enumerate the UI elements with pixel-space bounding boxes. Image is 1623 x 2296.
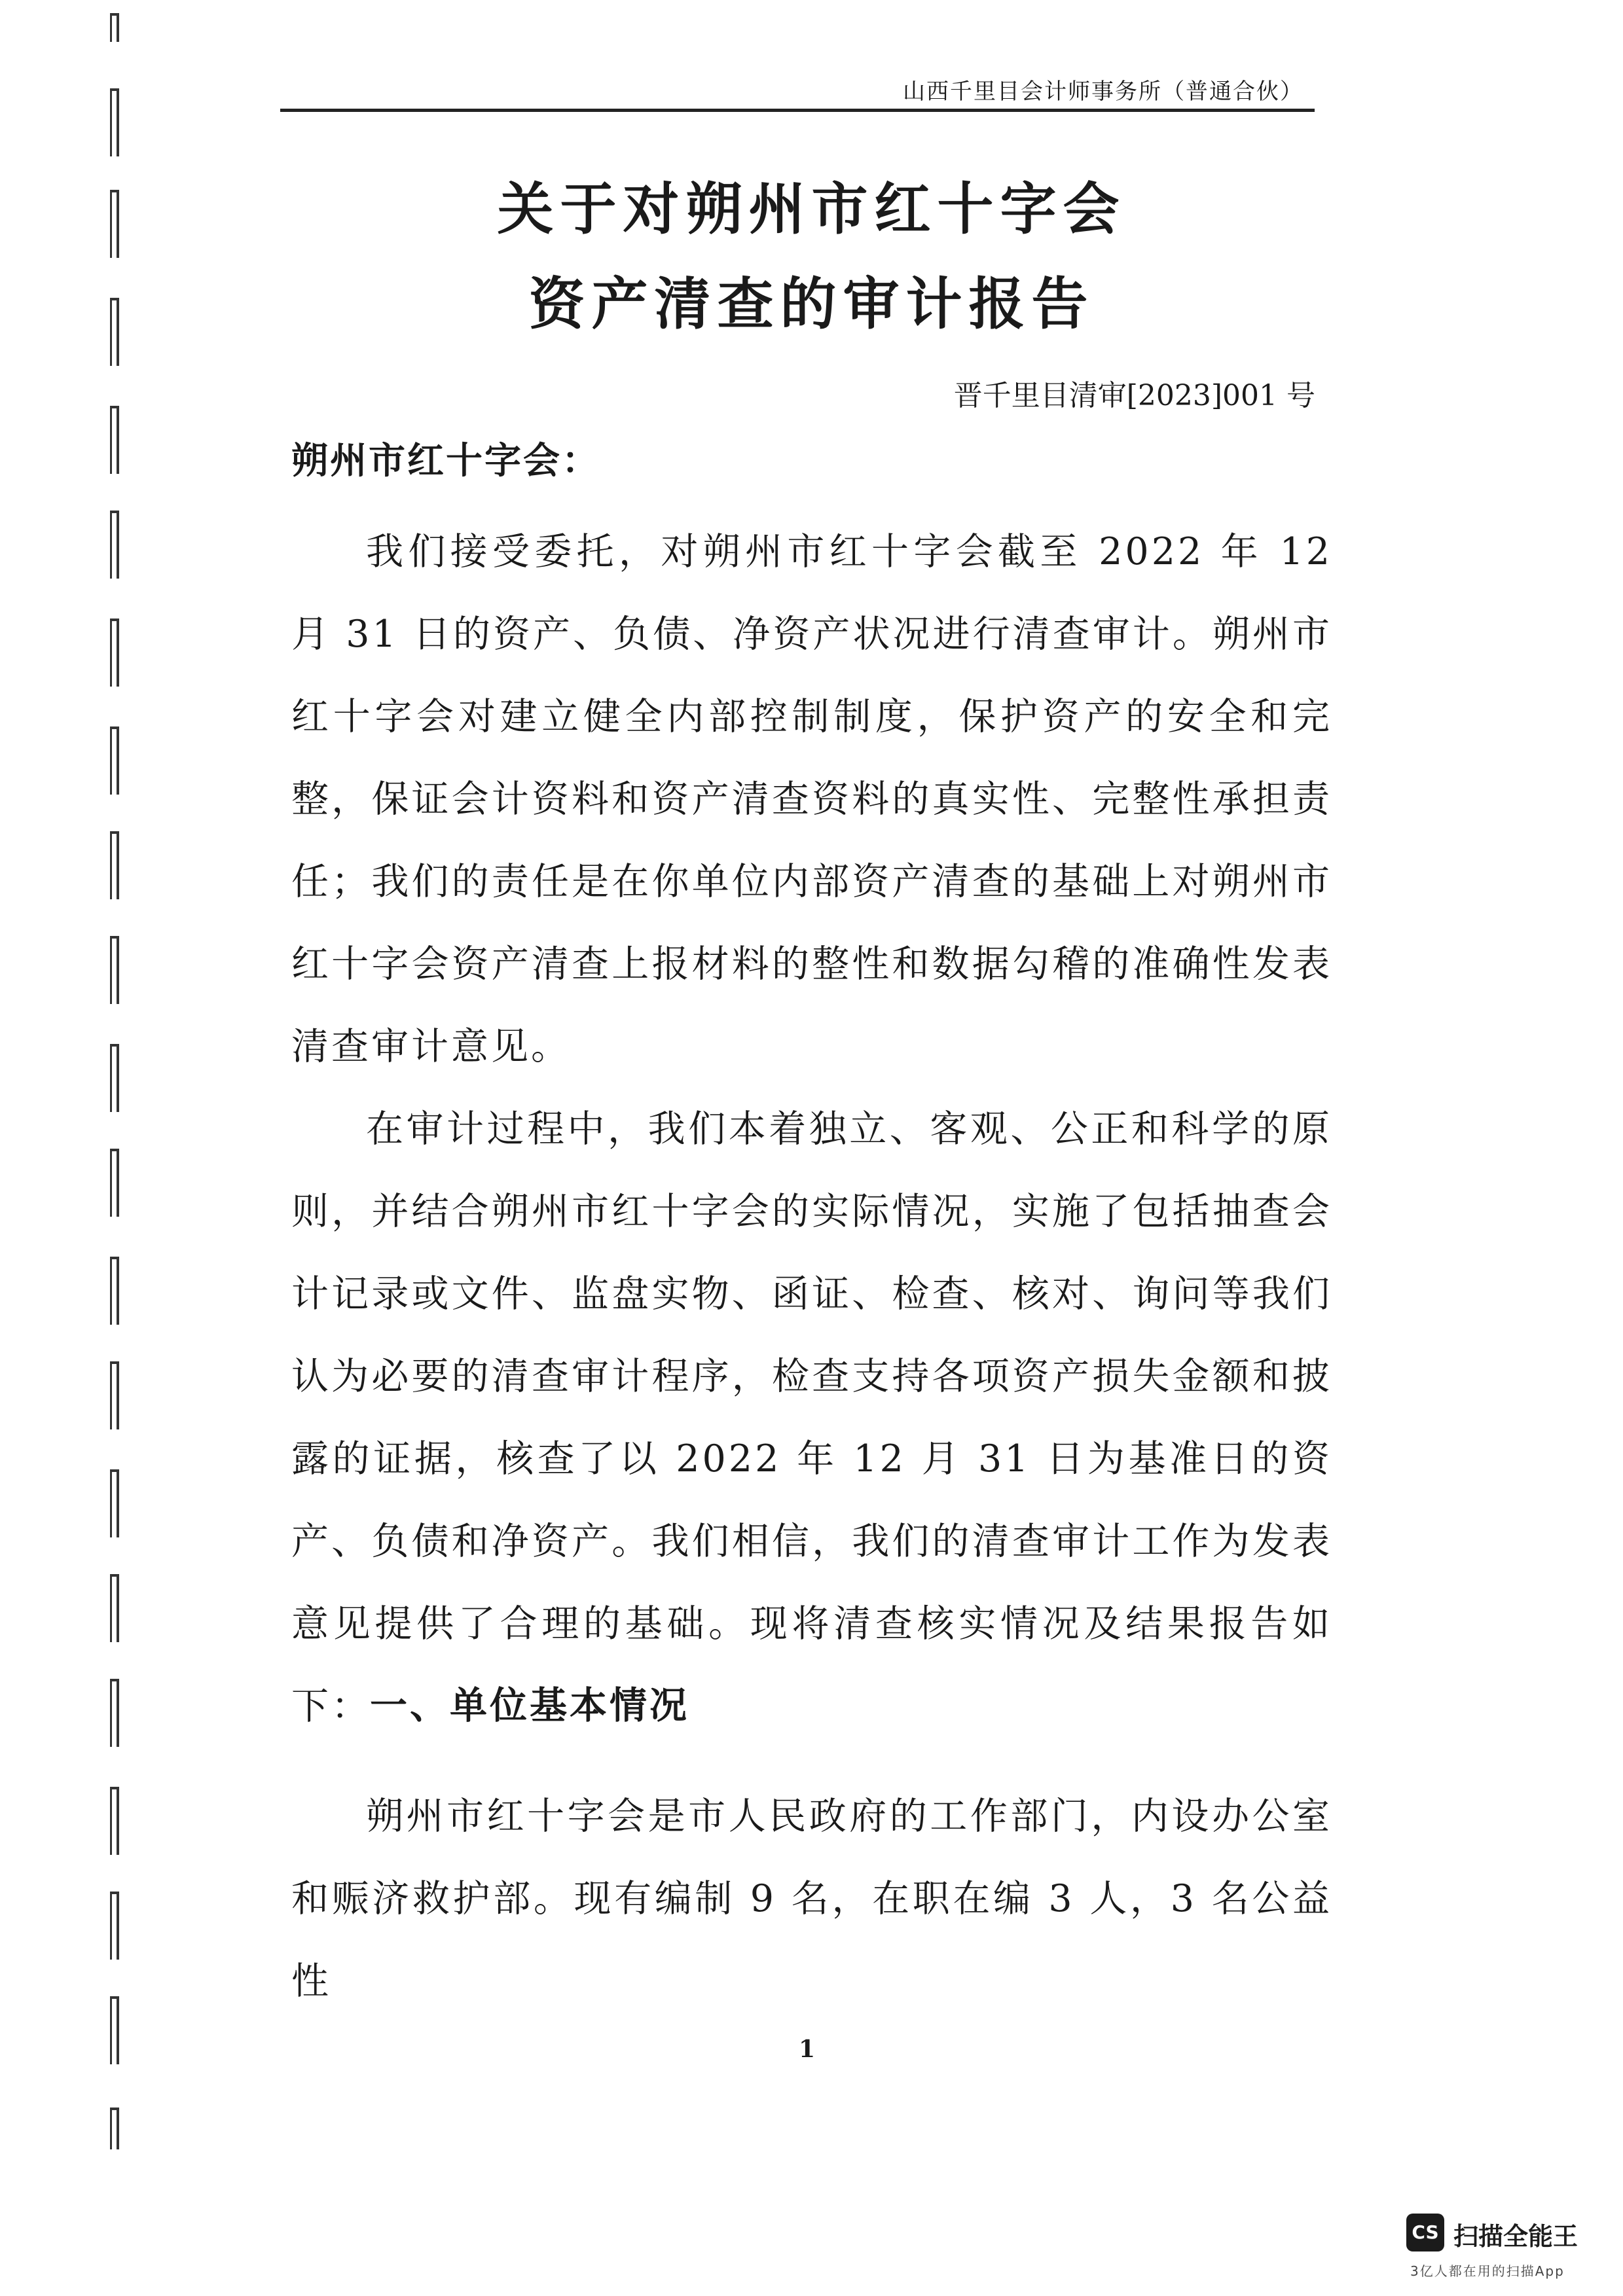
paragraph-1: 我们接受委托，对朔州市红十字会截至 2022 年 12 月 31 日的资产、负债、净资产状况进行清查审计。朔州市红十字会对建立健全内部控制制度，保护资产的安全和完整，保证会计资料和资产清查资料的真实性、完整性承担责任；我们的责任是在你单位内部资产清查的基础上对朔州市红十字会资产清查上报材料的整性和数据勾稽的准确性发表清查审计意见。	[291, 530, 1332, 1068]
salutation: 朔州市红十字会：	[291, 439, 600, 482]
watermark-app-name: 扫描全能王	[1453, 2222, 1578, 2251]
paragraph-2: 在审计过程中，我们本着独立、客观、公正和科学的原则，并结合朔州市红十字会的实际情况，实施了包括抽查会计记录或文件、监盘实物、函证、检查、核对、询问等我们认为必要的清查审计程序，检查支持各项资产损失金额和披露的证据，核查了以 2022 年 12 月 31 日为基准日的资产、负债和净资产。我们相信，我们的清查审计工作为发表意见提供了合理的基础。现将清查核实情况及结果报告如下：	[291, 1107, 1332, 1728]
camscanner-logo-icon: CS	[1406, 2214, 1444, 2251]
binding-clips	[98, 0, 137, 2296]
firm-name: 山西千里目会计师事务所（普通合伙）	[903, 79, 1304, 105]
document-title-line1: 关于对朔州市红十字会	[497, 176, 1126, 242]
paragraph-2-block	[291, 1088, 1332, 1748]
scanner-watermark	[1406, 2212, 1577, 2284]
paragraph-3-block	[291, 1775, 1332, 2022]
section-heading: 一、单位基本情况	[370, 1683, 689, 1727]
document-title-line2: 资产清查的审计报告	[528, 271, 1095, 337]
header-divider	[280, 109, 1315, 112]
page-number: 1	[799, 2036, 816, 2063]
paragraph-1-block	[291, 511, 1332, 1088]
document-number: 晋千里目清审[2023]001 号	[953, 379, 1315, 412]
paragraph-3: 朔州市红十字会是市人民政府的工作部门，内设办公室和赈济救护部。现有编制 9 名，在职在编 3 人，3 名公益性	[291, 1795, 1332, 2003]
watermark-tagline: 3亿人都在用的扫描App	[1410, 2263, 1565, 2279]
